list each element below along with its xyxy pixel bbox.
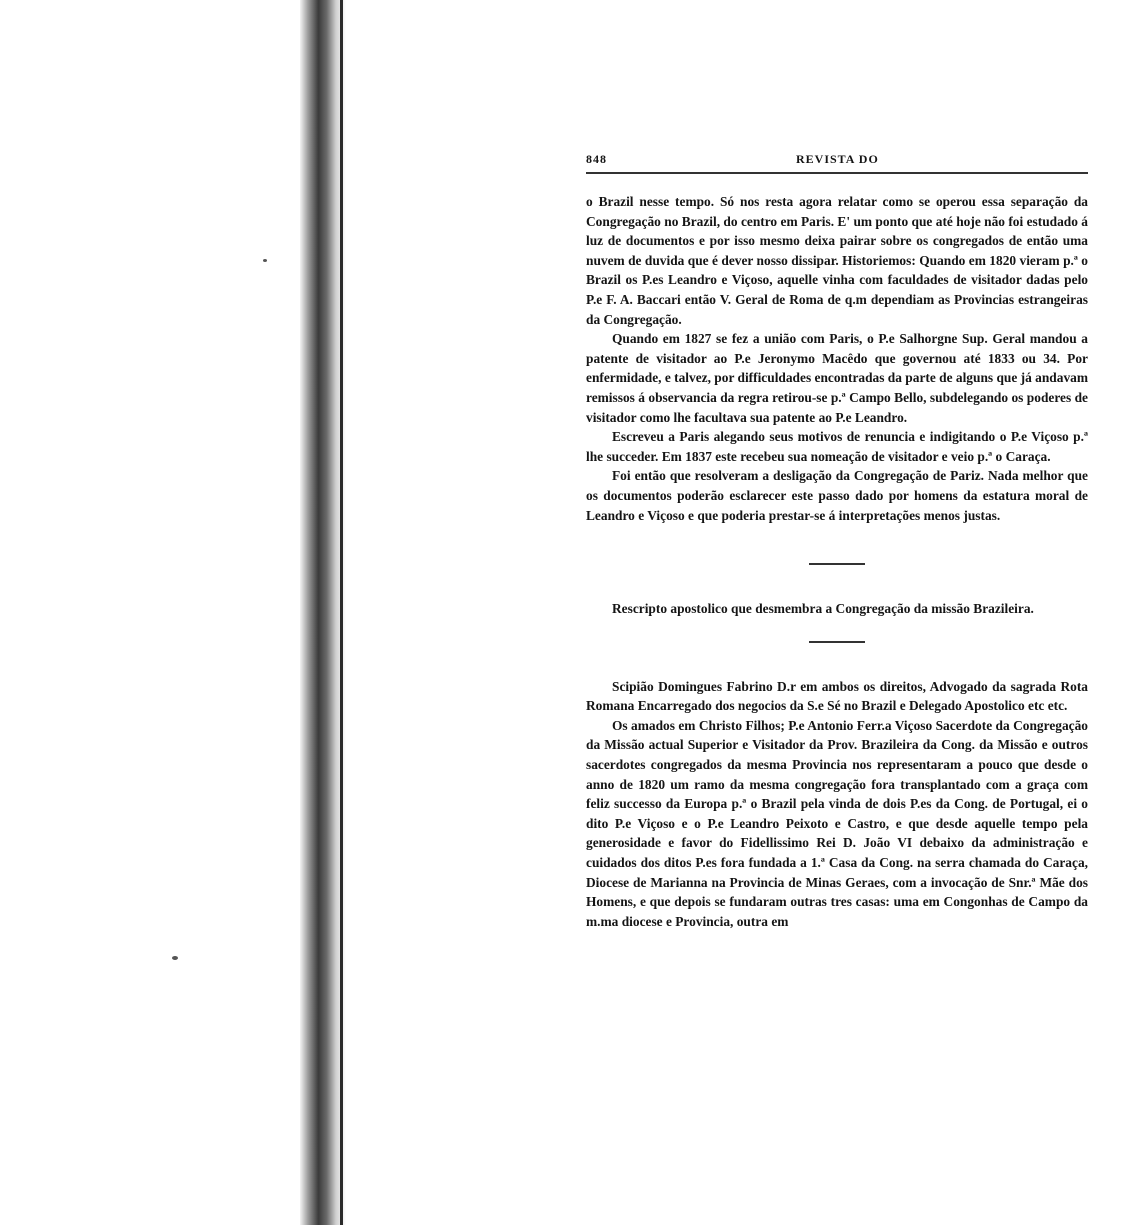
book-page — [586, 148, 1088, 929]
section-title: Rescripto apostolico que desmembra a Congregação da missão Brazileira. — [612, 601, 1034, 617]
paragraph: Escreveu a Paris alegando seus motivos de renuncia e indigitando o P.e Viçoso p.ª lhe succeder. Em 1837 este recebeu sua nomeação de visitador e veio p.ª o Caraça. — [586, 429, 1088, 464]
header-rule — [586, 172, 1088, 174]
book-gutter-line — [340, 0, 343, 1225]
paper-speck — [172, 956, 178, 960]
paragraph: Foi então que resolveram a desligação da Congregação de Pariz. Nada melhor que os documentos poderão esclarecer este passo dado por homens da estatura moral de Leandro e Viçoso e que poderia prestar-se á interpretações menos justas. — [586, 468, 1088, 523]
body-text — [586, 192, 1088, 931]
paragraph: Os amados em Christo Filhos; P.e Antonio Ferr.a Viçoso Sacerdote da Congregação da Missão actual Superior e Visitador da Prov. Brazileira da Cong. da Missão e outros sacerdotes congregados da mesma Provincia nos representaram a pouco que desde o anno de 1820 um ramo da mesma congregação fora transplantado com a graça com feliz successo da Europa p.ª o Brazil pela vinda de dois P.es da Cong. de Portugal, ei o dito P.e Viçoso e o P.e Leandro Peixoto e Castro, e que desde aquelle tempo pela generosidade e favor do Fidellissimo Rei D. João VI debaixo da administração e cuidados dos ditos P.es fora fundada a 1.ª Casa da Cong. na serra chamada do Caraça, Diocese de Marianna na Provincia de Minas Geraes, com a invocação de Snr.ª Mãe dos Homens, e que depois se fundaram outras tres casas: uma em Congonhas de Campo da m.ma diocese e Provincia, outra em — [586, 717, 1088, 929]
paragraph: Scipião Domingues Fabrino D.r em ambos os direitos, Advogado da sagrada Rota Romana Encarregado dos negocios da S.e Sé no Brazil e Delegado Apostolico etc etc. — [586, 678, 1088, 714]
paragraph: Quando em 1827 se fez a união com Paris, o P.e Salhorgne Sup. Geral mandou a patente de visitador ao P.e Jeronymo Macêdo que governou até 1833 ou 34. Por enfermidade, e talvez, por difficuldades encontradas da parte de alguns que já andavam remissos á observancia da regra retirou-se p.ª Campo Bello, subdelegando os poderes de visitador como lhe facultava sua patente ao P.e Leandro. — [586, 331, 1088, 425]
paper-speck — [263, 259, 267, 262]
running-header — [586, 148, 1088, 168]
paragraph: o Brazil nesse tempo. Só nos resta agora relatar como se operou essa separação da Congregação no Brazil, do centro em Paris. E' um ponto que até hoje não foi estudado á luz de documentos e por isso mesmo deixa pairar sobre os congregados de então uma nuvem de duvida que é dever nosso dissipar. Historiemos: Quando em 1820 vieram p.ª o Brazil os P.es Leandro e Viçoso, aquelle vinha com faculdades de visitador dadas pelo P.e F. A. Baccari então V. Geral de Roma de q.m dependiam as Provincias estrangeiras da Congregação. — [586, 194, 1088, 327]
page-number: 848 — [586, 152, 607, 166]
running-title: REVISTA DO — [796, 152, 879, 166]
